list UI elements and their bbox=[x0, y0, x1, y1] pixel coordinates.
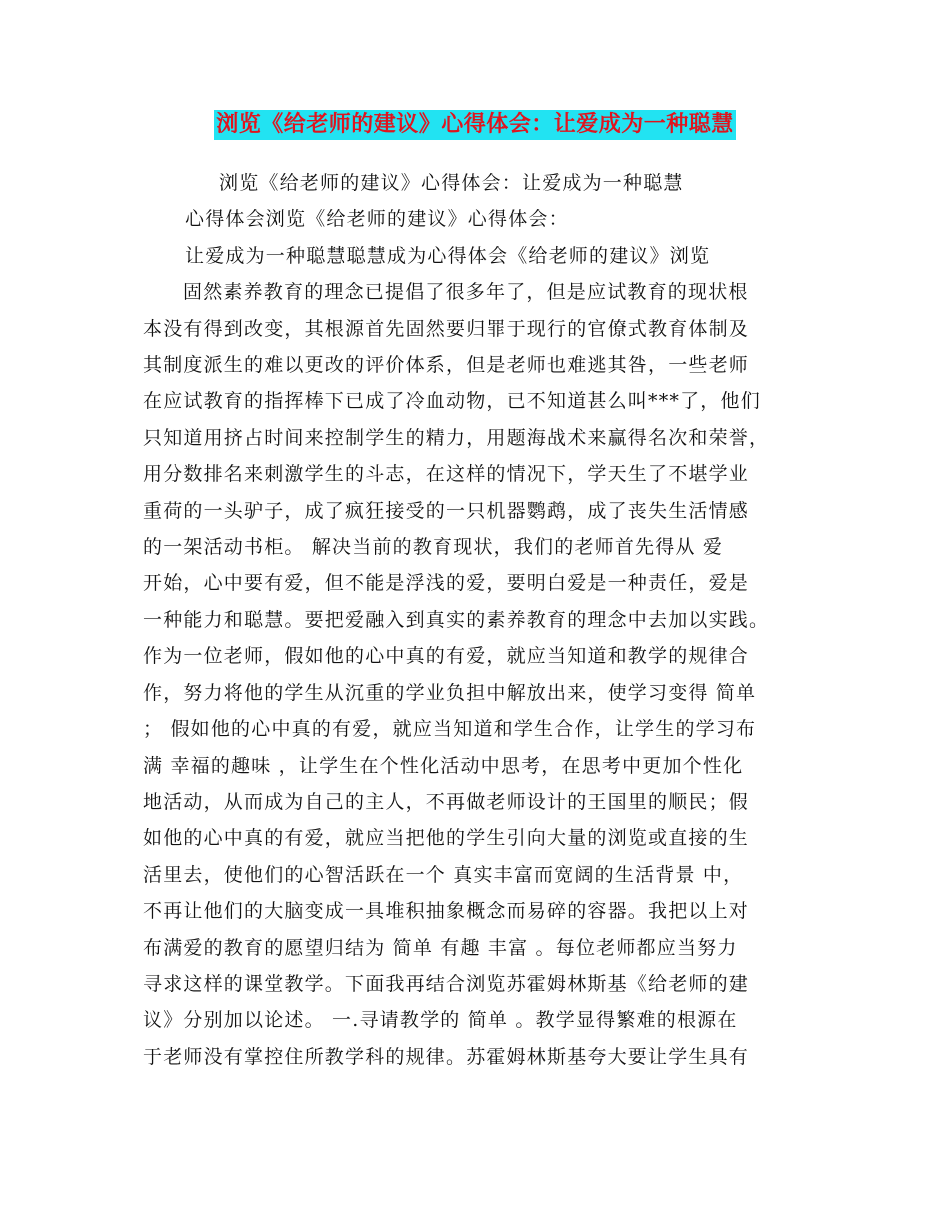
body-line: 议》分别加以论述。 一.寻请教学的 简单 。教学显得繁难的根源在 bbox=[143, 1009, 738, 1032]
body-line: 重荷的一头驴子，成了疯狂接受的一只机器鹦鹉，成了丧失生活情感 bbox=[143, 499, 750, 522]
intro-line-b: 让爱成为一种聪慧聪慧成为心得体会《给老师的建议》浏览 bbox=[185, 244, 711, 267]
body-line: 其制度派生的难以更改的评价体系，但是老师也难逃其咎，一些老师 bbox=[143, 354, 750, 377]
body-line: 如他的心中真的有爱，就应当把他的学生引向大量的浏览或直接的生 bbox=[143, 827, 750, 850]
body-line: 的一架活动书柜。 解决当前的教育现状，我们的老师首先得从 爱 bbox=[143, 536, 724, 559]
body-line: 满 幸福的趣味 ，让学生在个性化活动中思考，在思考中更加个性化 bbox=[143, 754, 744, 777]
body-line: 开始，心中要有爱，但不能是浮浅的爱，要明白爱是一种责任，爱是 bbox=[143, 572, 750, 595]
body-line: 于老师没有掌控住所教学科的规律。苏霍姆林斯基夸大要让学生具有 bbox=[143, 1045, 750, 1068]
body-line: ； 假如他的心中真的有爱，就应当知道和学生合作，让学生的学习布 bbox=[143, 718, 757, 741]
body-line: 在应试教育的指挥棒下已成了冷血动物，已不知道甚么叫***了，他们 bbox=[143, 390, 761, 413]
body-line: 固然素养教育的理念已提倡了很多年了，但是应试教育的现状根 bbox=[183, 281, 749, 304]
document-title: 浏览《给老师的建议》心得体会：让爱成为一种聪慧 bbox=[214, 110, 736, 140]
body-line: 活里去，使他们的心智活跃在一个 真实丰富而宽阔的生活背景 中， bbox=[143, 863, 744, 886]
document-body bbox=[143, 165, 808, 1075]
body-line: 不再让他们的大脑变成一具堆积抽象概念而易碎的容器。我把以上对 bbox=[143, 900, 750, 923]
title-container bbox=[0, 110, 950, 140]
body-line: 只知道用挤占时间来控制学生的精力，用题海战术来赢得名次和荣誉， bbox=[143, 426, 770, 449]
body-line: 作为一位老师，假如他的心中真的有爱，就应当知道和教学的规律合 bbox=[143, 645, 750, 668]
body-line: 一种能力和聪慧。要把爱融入到真实的素养教育的理念中去加以实践。 bbox=[143, 608, 770, 631]
body-line: 地活动，从而成为自己的主人，不再做老师设计的王国里的顺民；假 bbox=[143, 790, 750, 813]
body-line: 布满爱的教育的愿望归结为 简单 有趣 丰富 。每位老师都应当努力 bbox=[143, 936, 738, 959]
body-line: 用分数排名来刺激学生的斗志，在这样的情况下，学天生了不堪学业 bbox=[143, 463, 750, 486]
body-line: 作，努力将他的学生从沉重的学业负担中解放出来，使学习变得 简单 bbox=[143, 681, 757, 704]
intro-line-a: 心得体会浏览《给老师的建议》心得体会： bbox=[185, 208, 569, 231]
body-line: 本没有得到改变，其根源首先固然要归罪于现行的官僚式教育体制及 bbox=[143, 317, 750, 340]
subtitle-line: 浏览《给老师的建议》心得体会：让爱成为一种聪慧 bbox=[219, 172, 684, 194]
body-line: 寻求这样的课堂教学。下面我再结合浏览苏霍姆林斯基《给老师的建 bbox=[143, 972, 750, 995]
